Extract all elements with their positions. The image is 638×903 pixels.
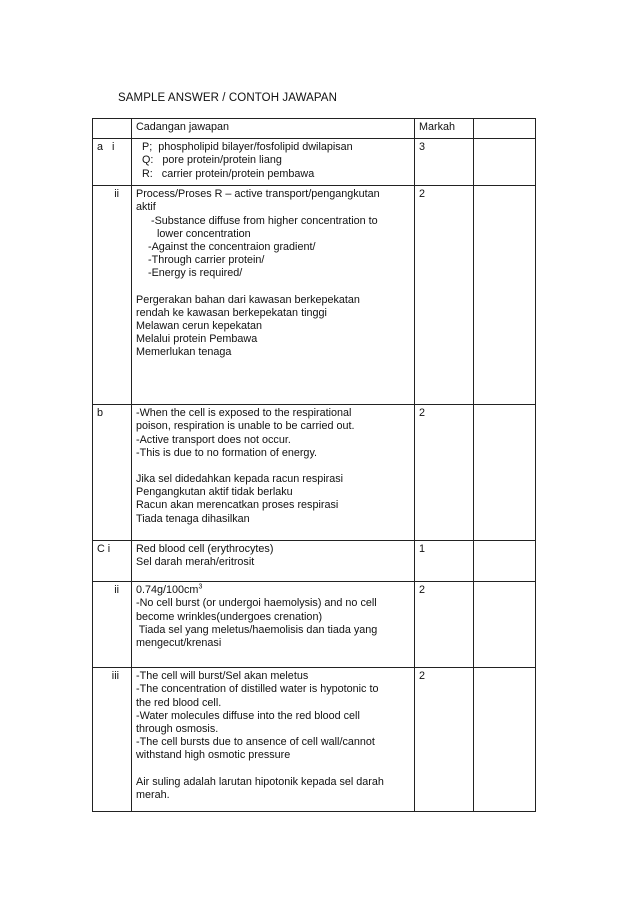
answer-line: Sel darah merah/eritrosit bbox=[136, 556, 255, 569]
answer-cell bbox=[132, 405, 415, 541]
answer-line: R: carrier protein/protein pembawa bbox=[136, 167, 315, 180]
empty-cell bbox=[474, 582, 536, 668]
question-label: a i bbox=[93, 139, 132, 186]
answer-line: P; phospholipid bilayer/fosfolipid dwilapisan bbox=[136, 141, 353, 154]
answer-line: Melalui protein Pembawa bbox=[136, 333, 258, 346]
question-label: ii bbox=[93, 582, 132, 668]
answer-line: Pengangkutan aktif tidak berlaku bbox=[136, 486, 293, 499]
answer-line: rendah ke kawasan berkepekatan tinggi bbox=[136, 306, 327, 319]
answer-line: -Active transport does not occur. bbox=[136, 433, 291, 446]
answer-line: Q: pore protein/protein liang bbox=[136, 154, 282, 167]
answer-line: lower concentration bbox=[136, 227, 251, 240]
answer-line: Racun akan merencatkan proses respirasi bbox=[136, 499, 339, 512]
value-base: 0.74g/100cm bbox=[136, 584, 199, 597]
answer-cell bbox=[132, 668, 415, 812]
answer-line: Tiada sel yang meletus/haemolisis dan tiada yang bbox=[136, 623, 378, 636]
answer-line: Memerlukan tenaga bbox=[136, 346, 232, 359]
answer-line: through osmosis. bbox=[136, 723, 219, 736]
header-answer-cell: Cadangan jawapan bbox=[132, 119, 415, 139]
question-label: iii bbox=[93, 668, 132, 812]
answer-cell bbox=[132, 582, 415, 668]
answer-line: aktif bbox=[136, 201, 156, 214]
answer-line: -The concentration of distilled water is hypotonic to bbox=[136, 683, 379, 696]
empty-cell bbox=[474, 186, 536, 405]
question-label: ii bbox=[93, 186, 132, 405]
table-header-row bbox=[93, 119, 536, 139]
answer-cell bbox=[132, 541, 415, 582]
answer-line: poison, respiration is unable to be carried out. bbox=[136, 420, 355, 433]
answer-line: -The cell will burst/Sel akan meletus bbox=[136, 670, 309, 683]
answer-line: mengecut/krenasi bbox=[136, 637, 222, 650]
table-row-c-ii bbox=[93, 582, 536, 668]
answer-line: Melawan cerun kepekatan bbox=[136, 320, 263, 333]
answer-line: Red blood cell (erythrocytes) bbox=[136, 543, 274, 556]
line-gap bbox=[136, 460, 411, 473]
header-extra-cell bbox=[474, 119, 536, 139]
marks-cell: 2 bbox=[415, 668, 474, 812]
answer-line: -Substance diffuse from higher concentration to bbox=[136, 214, 378, 227]
answer-line: -Water molecules diffuse into the red blood cell bbox=[136, 709, 360, 722]
question-label: C i bbox=[93, 541, 132, 582]
answer-line: become wrinkles(undergoes crenation) bbox=[136, 610, 323, 623]
answer-line: Air suling adalah larutan hipotonik kepada sel darah bbox=[136, 775, 384, 788]
question-label: b bbox=[93, 405, 132, 541]
answer-line: -Against the concentraion gradient/ bbox=[136, 241, 316, 254]
answer-line: Process/Proses R – active transport/pengangkutan bbox=[136, 188, 380, 201]
answer-line: -When the cell is exposed to the respirational bbox=[136, 407, 352, 420]
answer-line: merah. bbox=[136, 788, 170, 801]
answer-cell bbox=[132, 186, 415, 405]
answer-line: -Through carrier protein/ bbox=[136, 254, 265, 267]
header-marks-cell: Markah bbox=[415, 119, 474, 139]
answer-line: Jika sel didedahkan kepada racun respirasi bbox=[136, 473, 344, 486]
marks-cell: 2 bbox=[415, 582, 474, 668]
answer-table bbox=[92, 118, 536, 812]
header-question-cell bbox=[93, 119, 132, 139]
value-superscript: 3 bbox=[198, 583, 203, 591]
answer-cell bbox=[132, 139, 415, 186]
table-row-b bbox=[93, 405, 536, 541]
answer-line: Pergerakan bahan dari kawasan berkepekatan bbox=[136, 293, 360, 306]
table-row-a-i bbox=[93, 139, 536, 186]
empty-cell bbox=[474, 668, 536, 812]
marks-cell: 2 bbox=[415, 405, 474, 541]
line-gap bbox=[136, 281, 411, 294]
table-row-c-i bbox=[93, 541, 536, 582]
answer-line: -Energy is required/ bbox=[136, 267, 243, 280]
document-title: SAMPLE ANSWER / CONTOH JAWAPAN bbox=[118, 92, 337, 104]
answer-line: Tiada tenaga dihasilkan bbox=[136, 512, 250, 525]
table-row-a-ii bbox=[93, 186, 536, 405]
line-gap bbox=[136, 763, 411, 776]
answer-line: -The cell bursts due to ansence of cell wall/cannot bbox=[136, 736, 375, 749]
marks-cell: 1 bbox=[415, 541, 474, 582]
marks-cell: 2 bbox=[415, 186, 474, 405]
empty-cell bbox=[474, 405, 536, 541]
answer-line: -This is due to no formation of energy. bbox=[136, 446, 318, 459]
table-row-c-iii bbox=[93, 668, 536, 812]
empty-cell bbox=[474, 541, 536, 582]
answer-value bbox=[136, 584, 411, 597]
answer-line: -No cell burst (or undergoi haemolysis) and no cell bbox=[136, 597, 377, 610]
answer-line: withstand high osmotic pressure bbox=[136, 749, 291, 762]
marks-cell: 3 bbox=[415, 139, 474, 186]
answer-line: the red blood cell. bbox=[136, 696, 222, 709]
empty-cell bbox=[474, 139, 536, 186]
